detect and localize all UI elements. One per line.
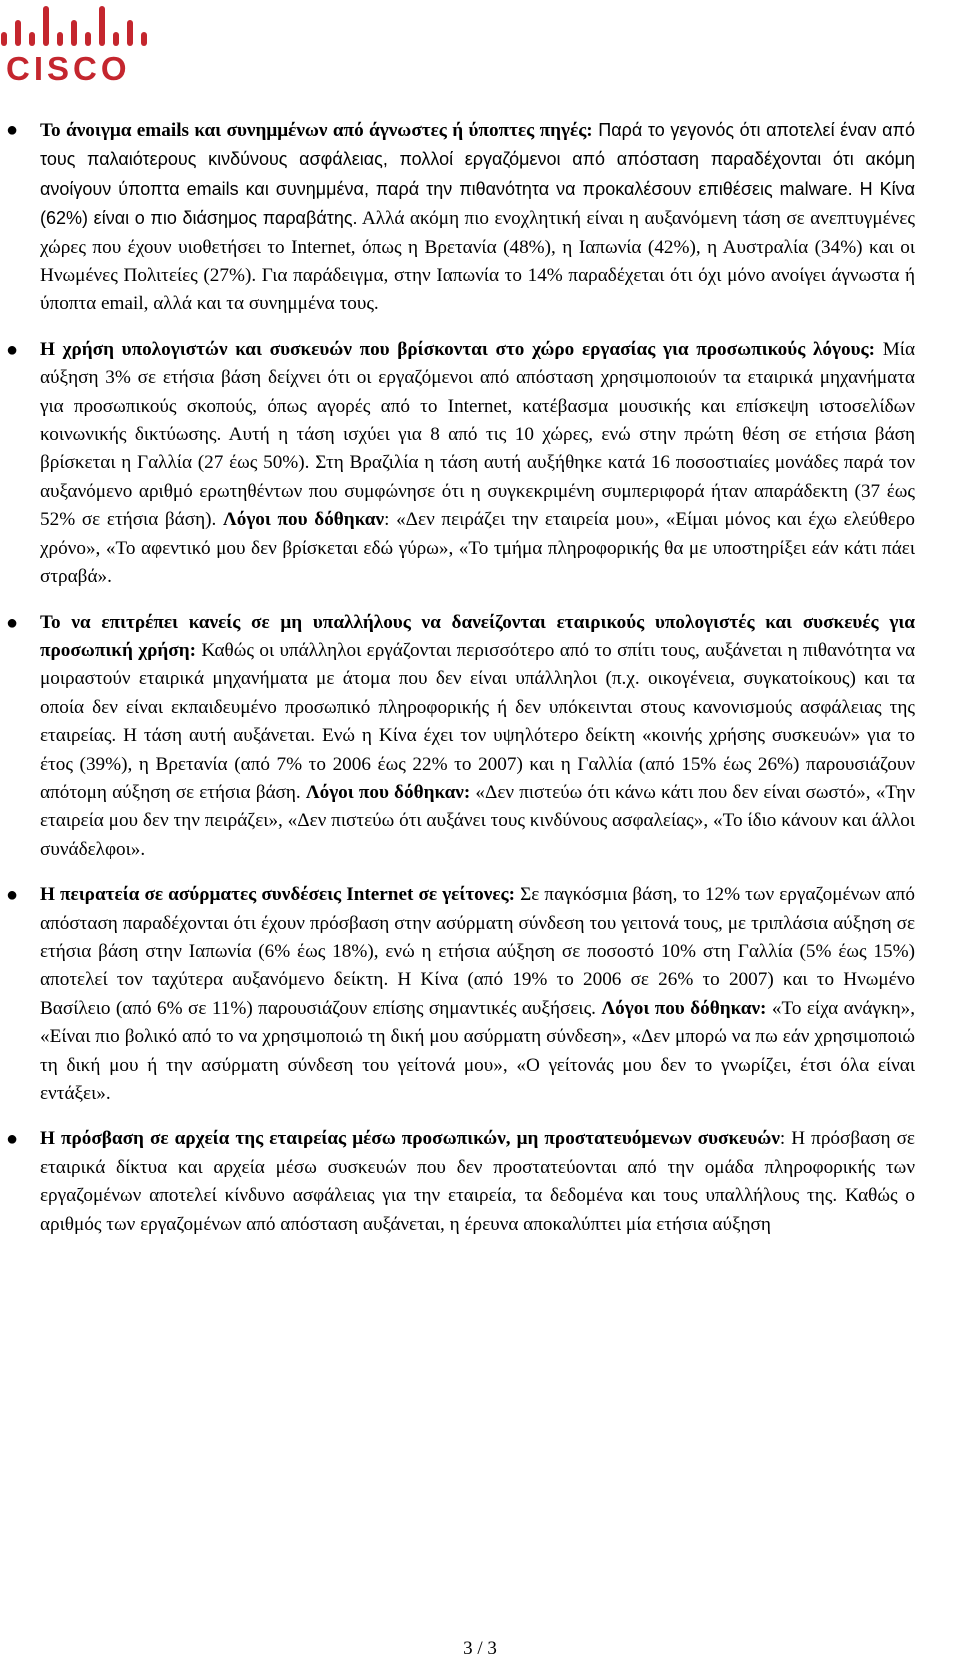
bullet-icon: ●	[6, 1128, 19, 1151]
list-item	[6, 609, 916, 865]
page-number: 3 / 3	[463, 1638, 497, 1659]
reasons-label: Λόγοι που δόθηκαν:	[305, 781, 471, 803]
cisco-bridge-bars-icon	[1, 6, 147, 46]
item-title: Η πειρατεία σε ασύρματες συνδέσεις Internet σε γείτονες:	[40, 884, 516, 906]
item-title: Το να επιτρέπει κανείς σε μη υπαλλήλους να δανείζονται εταιρικούς υπολογιστές και συσκευές για προσωπική χρήση:	[40, 611, 915, 661]
list-item	[6, 336, 916, 592]
list-item	[6, 1125, 915, 1239]
paragraph	[40, 1125, 915, 1239]
item-text: Σε παγκόσμια βάση, το 12% των εργαζομένων από απόσταση παραδέχονται ότι έχουν πρόσβαση στην ασύρματη σύνδεση του γειτονά τους, με τριπλάσια αύξηση σε ετήσια βάση στην Ιαπωνία (6% έως 18%), ενώ η ετήσια αύξηση σε ποσοστό 10% στη Γαλλία (5% έως 15%) αποτελεί τον ταχύτερα αυξανόμενο δείκτη. Η Κίνα (από 19% το 2006 σε 26% το 2007) και το Ηνωμένο Βασίλειο (από 6% σε 11%) παρουσιάζουν επίσης σημαντικές αυξήσεις.	[40, 884, 915, 1019]
bullet-icon: ●	[6, 338, 19, 361]
item-title: Το άνοιγμα emails και συνημμένων από άγνωστες ή ύποπτες πηγές:	[40, 120, 593, 141]
list-item	[6, 881, 916, 1108]
item-text: Καθώς οι υπάλληλοι εργάζονται περισσότερο από το σπίτι τους, αυξάνεται η πιθανότητα να μοιραστούν εταιρικά μηχανήματα με άτομα που δεν είναι υπάλληλοι (π.χ. οικογένεια, συγκατοίκους) και τα οποία δεν είναι εκπαιδευμένο προσωπικό πληροφορικής ή δεν υπόκεινται στους κανονισμούς ασφάλειας της εταιρείας. Η τάση αυτή αυξάνεται. Ενώ η Κίνα έχει τον υψηλότερο δείκτη «κοινής χρήσης συσκευών» για το έτος (39%), η Βρετανία (από 7% το 2006 έως 22% το 2007) και η Γαλλία (από 15% έως 26%) παρουσιάζουν απότομη αύξηση σε ετήσια βάση.	[40, 639, 915, 803]
reasons-text: «Το είχα ανάγκη», «Είναι πιο βολικό από το να χρησιμοποιώ τη δική μου ασύρματη σύνδεση», «Δεν μπορώ να πω εάν χρησιμοποιώ τη δική μου ή την ασύρματη σύνδεση του γείτονά μου», «Ο γείτονάς μου δεν το γνωρίζει, έτσι όλα είναι εντάξει».	[40, 997, 916, 1104]
list-item	[6, 116, 916, 319]
bullet-icon: ●	[6, 611, 19, 634]
item-text: Αλλά ακόμη πιο ενοχλητική είναι η αυξανόμενη τάση σε ανεπτυγμένες χώρες που έχουν υιοθετήσει το Internet, όπως η Βρετανία (48%), η Ιαπωνία (42%), η Αυστραλία (34%) και οι Ηνωμένες Πολιτείες (27%). Για παράδειγμα, στην Ιαπωνία το 14% παραδέχεται ότι όχι μόνο ανοίγει άγνωστα ή ύποπτα email, αλλά και τα συνημμένα τους.	[40, 208, 916, 315]
paragraph	[40, 116, 915, 319]
reasons-label: Λόγοι που δόθηκαν:	[601, 997, 767, 1019]
paragraph	[40, 881, 915, 1108]
item-title: Η πρόσβαση σε αρχεία της εταιρείας μέσω προσωπικών, μη προστατευόμενων συσκευών	[40, 1128, 780, 1150]
cisco-wordmark: CISCO	[6, 50, 131, 87]
reasons-label: Λόγοι που δόθηκαν	[222, 509, 385, 531]
reasons-text: «Δεν πιστεύω ότι κάνω κάτι που δεν είναι σωστό», «Την εταιρεία μου δεν την πειράζει», «Δεν πιστεύω ότι αυξάνει τους κινδύνους ασφαλείας», «Το ίδιο κάνουν και άλλοι συνάδελφοι».	[40, 781, 916, 860]
cisco-logo	[0, 2, 170, 90]
item-text: : Η πρόσβαση σε εταιρικά δίκτυα και αρχεία μέσω συσκευών που δεν προστατεύονται από την ομάδα πληροφορικής των εργαζομένων αποτελεί κίνδυνο ασφάλειας για την εταιρεία, τα δεδομένα και τους υπαλλήλους της. Καθώς ο αριθμός των εργαζομένων από απόσταση αυξάνεται, η έρευνα αποκαλύπτει μία ετήσια αύξηση	[40, 1128, 915, 1235]
paragraph	[40, 609, 915, 865]
item-text: Παρά το γεγονός ότι αποτελεί έναν από τους παλαιότερους κινδύνους ασφάλειας, πολλοί εργαζόμενοι από απόσταση παραδέχονται ότι ακόμη ανοίγουν ύποπτα emails και συνημμένα, παρά την πιθανότητα να προκαλέσουν επιθέσεις malware. Η Κίνα (62%) είναι ο πιο διάσημος παραβάτης.	[40, 120, 915, 229]
paragraph	[40, 336, 915, 592]
bullet-icon: ●	[6, 119, 19, 141]
bullet-icon: ●	[6, 884, 19, 907]
reasons-text: : «Δεν πειράζει την εταιρεία μου», «Είμαι μόνος και έχω ελεύθερο χρόνο», «Το αφεντικό μου δεν βρίσκεται εδώ γύρω», «Το τμήμα πληροφορικής θα με υποστηρίξει εάν κάτι πάει στραβά».	[40, 509, 916, 588]
item-text: Μία αύξηση 3% σε ετήσια βάση δείχνει ότι οι εργαζόμενοι από απόσταση χρησιμοποιούν τα εταιρικά μηχανήματα για προσωπικούς σκοπούς, όπως αγορές από το Internet, κατέβασμα μουσικής και επίσκεψη ιστοσελίδων κοινωνικής δικτύωσης. Αυτή η τάση ισχύει για 8 από τις 10 χώρες, ενώ στην πρώτη θέση σε ετήσια βάση βρίσκεται η Γαλλία (27 έως 50%). Στη Βραζιλία η τάση αυτή αυξήθηκε κατά 16 ποσοστιαίες μονάδες παρά τον αυξανόμενο αριθμό ερωτηθέντων που συμφώνησε ότι η συγκεκριμένη συμπεριφορά ήταν απαράδεκτη (37 έως 52% σε ετήσια βάση).	[40, 338, 916, 531]
document-body	[0, 116, 960, 1256]
item-title: Η χρήση υπολογιστών και συσκευών που βρίσκονται στο χώρο εργασίας για προσωπικούς λόγους:	[40, 338, 876, 360]
